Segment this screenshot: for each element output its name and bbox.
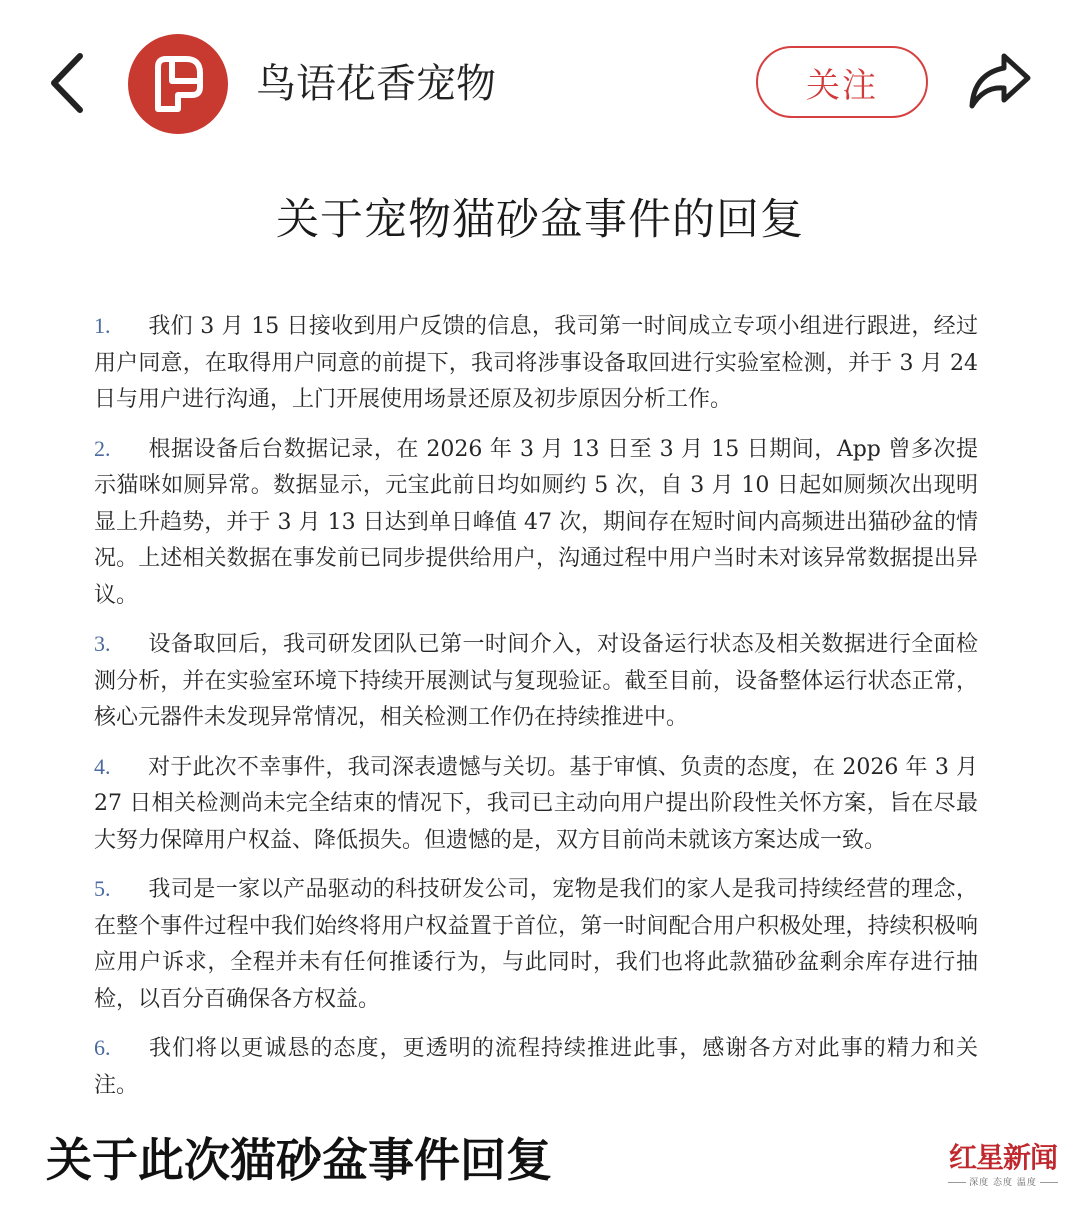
paragraph-text: 我司是一家以产品驱动的科技研发公司，宠物是我们的家人是我司持续经营的理念，在整个事件过程中我们始终将用户权益置于首位，第一时间配合用户积极处理，持续积极响应用户诉求，全程并未有任何推诿行为，与此同时，我们也将此款猫砂盆剩余库存进行抽检，以百分百确保各方权益。 xyxy=(94,877,978,1012)
chevron-left-icon xyxy=(40,48,100,118)
news-watermark xyxy=(938,1140,1068,1200)
share-button[interactable] xyxy=(966,50,1032,112)
post-caption: 关于此次猫砂盆事件回复 xyxy=(46,1133,552,1187)
account-name[interactable]: 鸟语花香宠物 xyxy=(256,61,496,107)
watermark-logo: 红星新闻 xyxy=(948,1141,1057,1174)
paragraph-number: 3. xyxy=(94,631,111,656)
avatar[interactable] xyxy=(128,34,228,134)
paragraph-text: 根据设备后台数据记录，在 2026 年 3 月 13 日至 3 月 15 日期间，App 曾多次提示猫咪如厕异常。数据显示，元宝此前日均如厕约 5 次，自 3 月 10 日起如厕频次出现明显上升趋势，并于 3 月 13 日达到单日峰值 47 次，期间存在短时间内高频进出猫砂盆的情况。上述相关数据在事发前已同步提供给用户，沟通过程中用户当时未对该异常数据提出异议。 xyxy=(94,436,978,608)
paragraph-text: 我们 3 月 15 日接收到用户反馈的信息，我司第一时间成立专项小组进行跟进，经过用户同意，在取得用户同意的前提下，我司将涉事设备取回进行实验室检测，并于 3 月 24 日与用户进行沟通，上门开展使用场景还原及初步原因分析工作。 xyxy=(94,314,978,412)
paragraph-1 xyxy=(94,308,978,419)
top-bar xyxy=(0,0,1080,170)
paragraph-text: 我们将以更诚恳的态度，更透明的流程持续推进此事，感谢各方对此事的精力和关注。 xyxy=(94,1036,978,1098)
paragraph-2 xyxy=(94,431,978,615)
paragraph-number: 4. xyxy=(94,753,111,779)
paragraph-6 xyxy=(94,1030,978,1104)
share-arrow-icon xyxy=(966,50,1032,112)
paragraph-5 xyxy=(94,871,978,1018)
document-title: 关于宠物猫砂盆事件的回复 xyxy=(276,195,804,245)
document-body xyxy=(94,308,978,1116)
brand-logo-icon xyxy=(148,53,208,115)
paragraph-number: 5. xyxy=(94,876,111,901)
paragraph-number: 2. xyxy=(94,435,111,461)
follow-button[interactable]: 关注 xyxy=(756,46,928,118)
back-button[interactable] xyxy=(40,48,100,118)
paragraph-text: 对于此次不幸事件，我司深表遗憾与关切。基于审慎、负责的态度，在 2026 年 3 月 27 日相关检测尚未完全结束的情况下，我司已主动向用户提出阶段性关怀方案，旨在尽最大努力保障用户权益、降低损失。但遗憾的是，双方目前尚未就该方案达成一致。 xyxy=(94,754,978,853)
paragraph-number: 6. xyxy=(94,1035,111,1060)
paragraph-4 xyxy=(94,749,978,860)
paragraph-3 xyxy=(94,626,978,737)
watermark-slogan: 深度 态度 温度 xyxy=(938,1176,1068,1190)
paragraph-number: 1. xyxy=(94,313,111,338)
paragraph-text: 设备取回后，我司研发团队已第一时间介入，对设备运行状态及相关数据进行全面检测分析，并在实验室环境下持续开展测试与复现验证。截至目前，设备整体运行状态正常，核心元器件未发现异常情况，相关检测工作仍在持续推进中。 xyxy=(94,632,978,730)
